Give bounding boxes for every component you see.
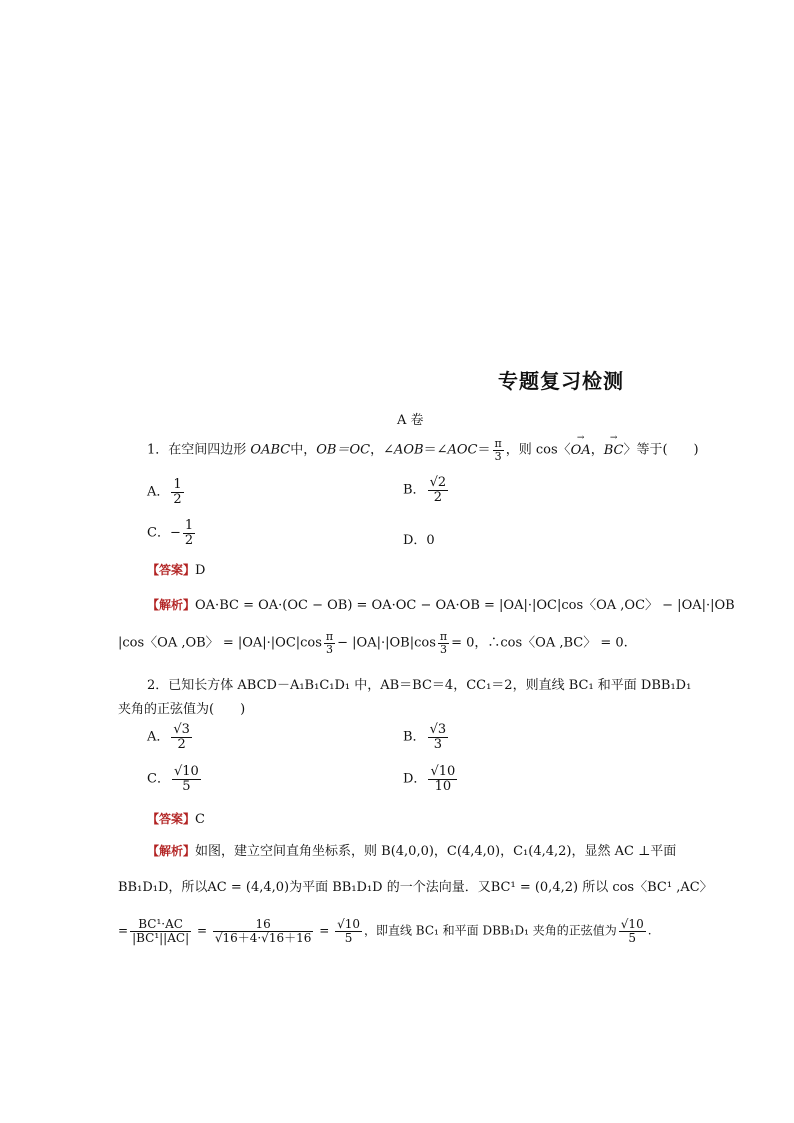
q2-analysis-text-1: 如图，建立空间直角坐标系，则 B(4,0,0)，C(4,4,0)，C₁(4,4,2)，显然 AC ⊥平面	[195, 844, 677, 859]
q1-analysis-frac-1-den: 3	[326, 642, 334, 656]
q2-opt-a-num: √3	[173, 722, 190, 737]
q2-frac-2-num: 16	[213, 918, 314, 932]
q1-analysis-frac-1-num: π	[325, 630, 334, 643]
q1-analysis-frac-2	[438, 631, 449, 655]
q2-frac-4-num: √10	[620, 917, 644, 931]
q2-frac-2	[213, 918, 314, 944]
q1-text-e: ＝	[477, 442, 491, 458]
q2-analysis-line-2: BB₁D₁D，所以AC = (4,4,0)为平面 BB₁D₁D 的一个法向量．又BC¹ = (0,4,2) 所以 cos〈BC¹ ,AC〉	[118, 880, 713, 895]
q1-opt-b-den: 2	[433, 489, 442, 505]
q1-option-d: D．0	[403, 533, 435, 548]
q1-opt-a-label: A．	[147, 484, 170, 500]
q2-opt-c-frac	[172, 765, 201, 793]
q1-opt-c-den: 2	[184, 532, 194, 548]
q1-analysis-line-2	[118, 631, 628, 655]
q2-frac-4-den: 5	[628, 930, 637, 945]
q1-text-c: ，∠	[370, 442, 394, 458]
q2-opt-d-den: 10	[434, 778, 452, 794]
q2-option-d	[403, 765, 459, 793]
q2-opt-c-label: C．	[147, 771, 170, 787]
q2-frac-3-num: √10	[337, 917, 360, 931]
q2-opt-b-label: B．	[403, 729, 426, 745]
q1-analysis-tag: 【解析】	[147, 598, 196, 612]
q1-opt-a-num: 1	[173, 477, 182, 492]
q2-analysis-line-1	[147, 840, 676, 859]
q1-analysis-text-2a: |cos〈OA ,OB〉 = |OA|·|OC|cos	[118, 635, 322, 651]
q2-opt-d-label: D．	[403, 771, 427, 787]
question-2-line-2: 夹角的正弦值为( )	[118, 702, 246, 717]
q1-comma: ，	[590, 442, 604, 458]
page-title: 专题复习检测	[498, 369, 624, 393]
q2-frac-4	[619, 918, 646, 944]
section-label: A 卷	[397, 413, 424, 428]
q2-analysis-text-3: ，即直线 BC₁ 和平面 DBB₁D₁ 夹角的正弦值为	[363, 923, 617, 938]
q1-text-g: 〉等于( )	[623, 442, 699, 458]
q1-analysis-text-2b: − |OA|·|OB|cos	[337, 635, 436, 651]
q2-opt-c-den: 5	[182, 778, 191, 794]
q2-opt-a-label: A．	[147, 729, 170, 745]
q1-opt-b-label: B．	[403, 482, 426, 498]
q1-option-c	[147, 519, 197, 547]
q1-opt-a-frac	[171, 478, 183, 506]
q1-option-a	[147, 478, 186, 506]
q2-option-c	[147, 765, 203, 793]
q1-opt-b-frac	[428, 476, 449, 504]
question-2-line-1: 2．已知长方体 ABCD－A₁B₁C₁D₁ 中，AB＝BC＝4，CC₁＝2，则直线 BC₁ 和平面 DBB₁D₁	[147, 678, 692, 693]
q2-frac-1-num: BC¹·AC	[130, 918, 191, 932]
q1-answer	[147, 561, 205, 578]
q1-analysis-text-1: OA·BC = OA·(OC − OB) = OA·OC − OA·OB = |OA|·|OC|cos〈OA ,OC〉 − |OA|·|OB	[195, 598, 735, 613]
q1-answer-value: D	[195, 563, 206, 578]
q2-analysis-line-3: = $\frac{\text{BC¹·AC}}{\text{|BC¹||AC|}}$ = $\frac{16}{√16+4\cdot√16+16}$ = $\frac{√10}{5}$ ，即直线 BC₁ 和平面 DBB₁D₁ 夹角的正弦值为 $\frac{√10}{5}$ .	[118, 917, 652, 945]
q1-vec-bc: → BC	[604, 443, 624, 458]
q2-answer	[147, 810, 205, 827]
q2-answer-value: C	[195, 812, 205, 827]
q1-pi-den: 3	[494, 449, 502, 463]
q1-analysis-frac-2-den: 3	[439, 642, 447, 656]
q1-eq1: OB＝OC	[316, 442, 371, 458]
q2-option-a	[147, 723, 194, 751]
q1-pi-num: π	[494, 437, 502, 450]
q1-opt-a-den: 2	[173, 491, 182, 507]
q1-opt-c-num: 1	[184, 518, 194, 533]
q1-option-b	[403, 476, 450, 504]
q1-analysis-frac-2-num: π	[439, 630, 448, 643]
q1-opt-c-label: C．−	[147, 525, 181, 541]
q2-option-b	[403, 723, 450, 751]
q2-opt-c-num: √10	[173, 764, 199, 779]
q2-opt-a-den: 2	[177, 736, 186, 752]
q2-frac-1-den: |BC¹||AC|	[132, 930, 190, 945]
q1-analysis-text-2c: = 0，∴cos〈OA ,BC〉 = 0.	[451, 635, 628, 651]
q1-opt-b-num: √2	[429, 475, 447, 490]
q1-text-d: ＝∠	[423, 442, 448, 458]
q1-text-a: 1．在空间四边形	[147, 442, 247, 458]
q1-quad: OABC	[250, 442, 291, 458]
q2-opt-b-num: √3	[429, 722, 447, 737]
q2-answer-tag: 【答案】	[147, 812, 196, 826]
q2-opt-b-den: 3	[433, 736, 442, 752]
q2-frac-1	[130, 918, 191, 944]
q1-ang1: AOB	[393, 442, 424, 458]
q1-text-f: ，则 cos〈	[505, 442, 571, 458]
q1-text-b: 中，	[290, 442, 317, 458]
q1-answer-tag: 【答案】	[147, 563, 196, 577]
q1-opt-c-frac	[183, 519, 195, 547]
q1-pi-fraction	[493, 438, 504, 462]
q2-analysis-tag: 【解析】	[147, 844, 196, 858]
q1-vec-oa: → OA	[571, 443, 591, 458]
q2-frac-3-den: 5	[344, 930, 353, 945]
q2-opt-b-frac	[428, 723, 449, 751]
question-1	[147, 438, 699, 462]
q1-ang2: AOC	[447, 442, 478, 458]
q2-opt-d-num: √10	[430, 764, 456, 779]
q2-frac-2-den: √16＋4·√16＋16	[214, 930, 312, 945]
q2-opt-a-frac	[171, 723, 192, 751]
q1-analysis-frac-1	[324, 631, 335, 655]
q2-opt-d-frac	[428, 765, 457, 793]
q2-frac-3	[335, 918, 362, 944]
q1-analysis-line-1	[147, 594, 735, 613]
